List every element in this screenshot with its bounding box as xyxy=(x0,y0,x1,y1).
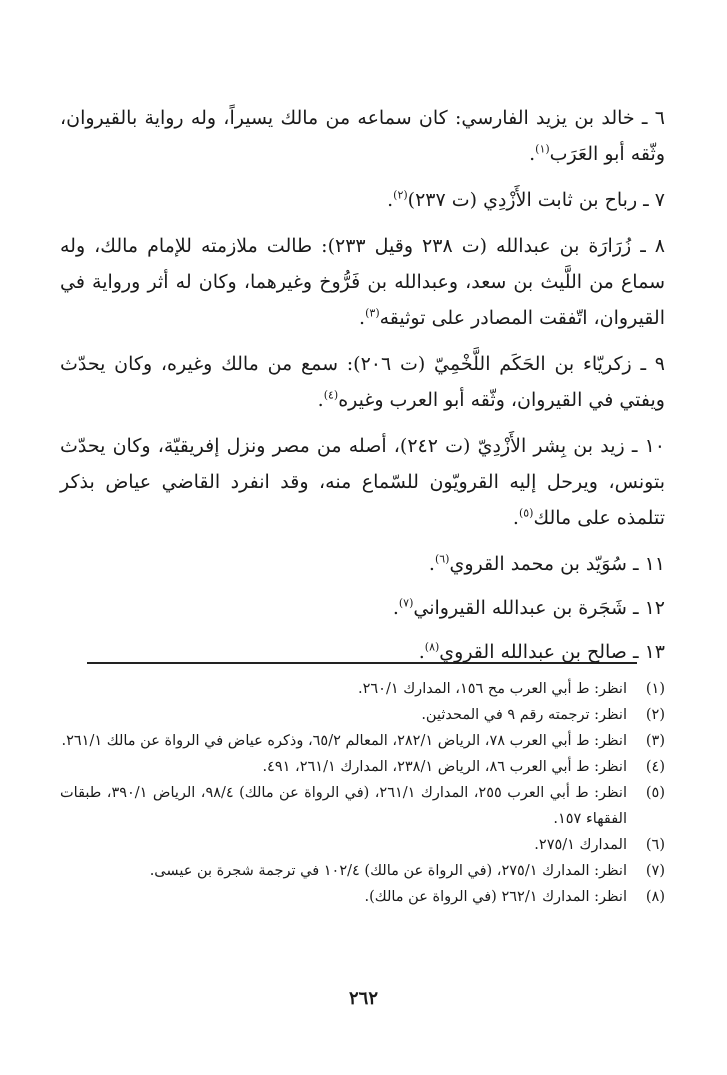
entry-8: ٨ ـ زُرَارَة بن عبدالله (ت ٢٣٨ وقيل ٢٣٣): طالت ملازمته للإمام مالك، وله سماع من اللَّيث بن سعد، وعبدالله بن فَرُّوخ وغيرهما، وكان له أثر ورواية في القيروان، اتّفقت المصادر على توثيقه$^{(٣)}$. xyxy=(60,235,665,329)
footnote-ref[interactable]: (٥) xyxy=(518,506,534,520)
footnote-5: (٥)انظر: ط أبي العرب ٢٥٥، المدارك ٢٦١/١، (في الرواة عن مالك) ٩٨/٤، الرياض ٣٩٠/١، طبقات الفقهاء ١٥٧. xyxy=(60,785,665,827)
entry-13: ١٣ ـ صالح بن عبدالله القروي$^{(٨)}$. xyxy=(418,640,665,663)
footnote-ref[interactable]: (٣) xyxy=(365,306,380,320)
main-text xyxy=(60,100,665,678)
footnotes xyxy=(60,676,665,910)
footnote-8: (٨)انظر: المدارك ٢٦٢/١ (في الرواة عن مالك). xyxy=(364,889,665,905)
footnote-3: (٣)انظر: ط أبي العرب ٧٨، الرياض ٢٨٢/١، المعالم ٦٥/٢، وذكره عياض في الرواة عن مالك ٢٦١/١. xyxy=(61,733,665,749)
footnote-ref[interactable]: (٢) xyxy=(393,188,408,202)
footnote-6: (٦)المدارك ٢٧٥/١. xyxy=(534,837,665,853)
footnote-ref[interactable]: (٧) xyxy=(398,596,414,610)
entry-12: ١٢ ـ شَجَرة بن عبدالله القيرواني$^{(٧)}$. xyxy=(392,596,665,619)
footnote-7: (٧)انظر: المدارك ٢٧٥/١، (في الرواة عن مالك) ١٠٢/٤ في ترجمة شجرة بن عيسى. xyxy=(149,863,665,879)
footnote-ref[interactable]: (٦) xyxy=(434,552,450,566)
footnote-2: (٢)انظر: ترجمته رقم ٩ في المحدثين. xyxy=(421,707,665,723)
footnote-ref[interactable]: (١) xyxy=(535,142,550,156)
footnote-ref[interactable]: (٨) xyxy=(424,640,440,654)
entry-6: ٦ ـ خالد بن يزيد الفارسي: كان سماعه من مالك يسيراً، وله رواية بالقيروان، وثّقه أبو العَرَب$^{(١)}$. xyxy=(60,107,665,165)
entry-10: ١٠ ـ زيد بن بِشر الأَزْدِيّ (ت ٢٤٢)، أصله من مصر ونزل إفريقيّة، وكان يحدّث بتونس، ويرحل إليه القرويّون للسّماع منه، وقد انفرد القاضي عياض بذكر تتلمذه على مالك$^{(٥)}$. xyxy=(60,435,665,529)
entry-9: ٩ ـ زكريّاء بن الحَكَم اللَّخْمِيّ (ت ٢٠٦): سمع من مالك وغيره، وكان يحدّث ويفتي في القيروان، وثّقه أبو العرب وغيره$^{(٤)}$. xyxy=(60,353,665,411)
footnote-divider xyxy=(87,662,637,664)
entry-7: ٧ ـ رباح بن ثابت الأَزْدِي (ت ٢٣٧)$^{(٢)}$. xyxy=(387,188,665,211)
footnote-4: (٤)انظر: ط أبي العرب ٨٦، الرياض ٢٣٨/١، المدارك ٢٦١/١، ٤٩١. xyxy=(262,759,665,775)
entry-11: ١١ ـ سُوَيّد بن محمد القروي$^{(٦)}$. xyxy=(428,552,665,575)
footnote-1: (١)انظر: ط أبي العرب مح ١٥٦، المدارك ٢٦٠/١. xyxy=(357,681,665,697)
footnote-ref[interactable]: (٤) xyxy=(323,388,339,402)
page-number: ٢٦٢ xyxy=(348,988,378,1009)
